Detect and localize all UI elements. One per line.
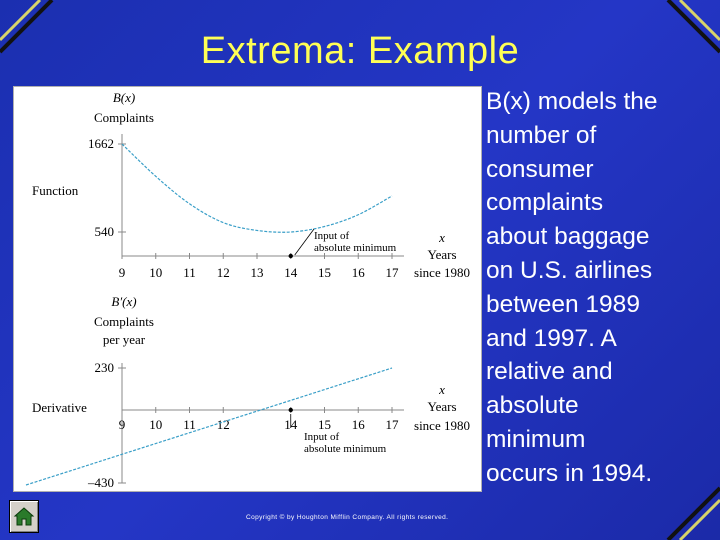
description-line: absolute [486,392,579,420]
description-line: complaints [486,189,604,217]
home-icon [12,504,36,528]
description-line: between 1989 [486,290,640,318]
y-axis-label: per year [102,332,146,347]
x-tick-label: 14 [284,417,298,432]
annotation-text: absolute minimum [314,242,397,254]
y-tick-label: –430 [88,475,114,490]
x-axis-label: Years [427,247,457,262]
description-line: about baggage [486,223,650,251]
description-line: number of [486,121,597,149]
description-line: minimum [486,425,586,453]
copyright-text: Copyright © by Houghton Mifflin Company. All rights reserved. [246,514,449,521]
side-label: Function [32,183,79,198]
y-axis-label: Complaints [94,110,154,125]
description-line: relative and [486,358,613,386]
x-tick-label: 9 [118,265,126,280]
annotation-text: Input of [314,230,350,242]
y-axis-label: Complaints [94,314,154,329]
x-tick-label: 17 [385,417,399,432]
x-axis-label: x [439,382,445,397]
derivative-line [26,368,392,485]
minimum-point [289,254,293,258]
annotation-arrow [295,229,314,255]
x-tick-label: 15 [318,417,331,432]
minimum-point [289,408,293,412]
slide-title: Extrema: Example [200,30,520,72]
x-tick-label: 10 [149,265,163,280]
x-tick-label: 17 [385,265,399,280]
annotation-text: absolute minimum [304,443,387,455]
x-axis-label: since 1980 [414,418,470,433]
x-tick-label: 11 [183,417,196,432]
x-tick-label: 9 [118,417,126,432]
function-curve [122,144,392,232]
description-line: occurs in 1994. [486,459,653,487]
figure-svg [14,87,481,491]
x-tick-label: 12 [216,417,230,432]
x-tick-label: 10 [149,417,163,432]
y-tick-label: 1662 [88,136,114,151]
x-tick-label: 14 [284,265,298,280]
x-tick-label: 16 [351,265,365,280]
y-axis-label: B′(x) [111,294,137,309]
y-tick-label: 540 [94,224,114,239]
description-text [486,85,716,491]
x-tick-label: 13 [250,265,264,280]
x-axis-label: since 1980 [414,265,470,280]
x-tick-label: 15 [318,265,331,280]
home-button[interactable] [9,500,39,533]
description-line: B(x) models the [486,88,658,115]
y-axis-label: B(x) [112,90,136,105]
annotation-text: Input of [304,431,340,443]
x-tick-label: 12 [216,265,230,280]
description-line: consumer [486,155,594,183]
figure-panel [13,86,482,492]
y-tick-label: 230 [94,360,114,375]
x-axis-label: x [439,230,445,245]
x-tick-label: 11 [183,265,196,280]
x-axis-label: Years [427,399,457,414]
x-tick-label: 16 [351,417,365,432]
side-label: Derivative [32,400,87,415]
description-line: on U.S. airlines [486,256,653,284]
description-line: and 1997. A [486,324,617,352]
